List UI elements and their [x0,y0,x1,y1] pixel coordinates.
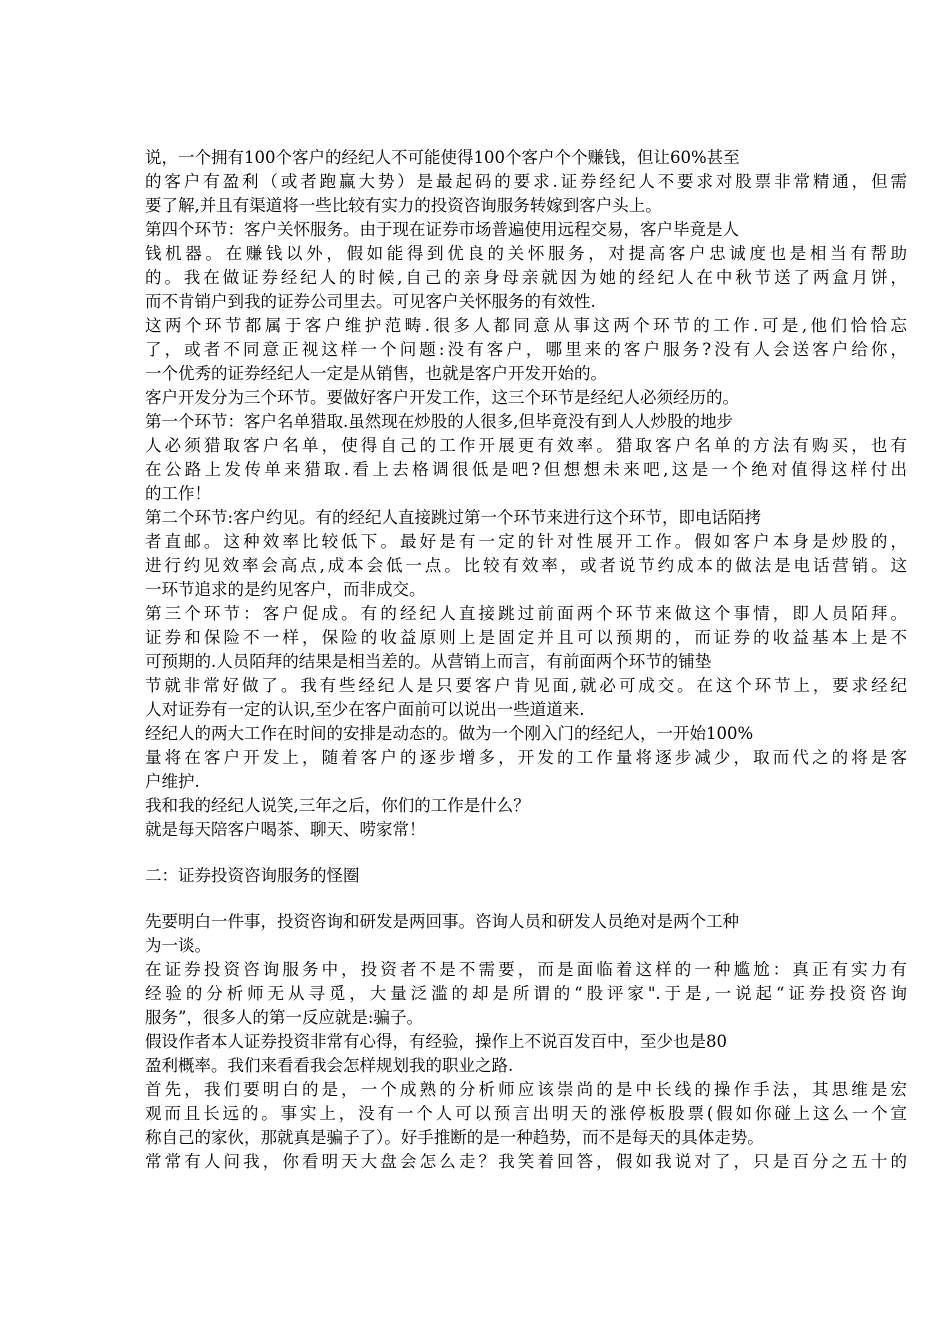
text-line: 的工作！ [145,484,211,503]
text-line: 要了解,并且有渠道将一些比较有实力的投资咨询服务转嫁到客户头上。 [145,196,662,215]
text-line: 首先，我们要明白的是，一个成熟的分析师应该崇尚的是中长线的操作手法，其思维是宏 [145,1080,907,1099]
text-line: 量将在客户开发上，随着客户的逐步增多，开发的工作量将逐步减少，取而代之的将是客 [145,748,907,767]
text-line: 观而且长远的。事实上，没有一个人可以预言出明天的涨停板股票(假如你碰上这么一个宣 [145,1104,907,1123]
text-line: 服务”，很多人的第一反应就是:骗子。 [145,1008,423,1027]
text-line: 经验的分析师无从寻觅，大量泛滥的却是所谓的“股评家".于是,一说起“证券投资咨询 [145,984,907,1003]
text-line: 经纪人的两大工作在时间的安排是动态的。做为一个刚入门的经纪人，一开始100% [145,724,754,743]
text-line: 就是每天陪客户喝茶、聊天、唠家常！ [145,820,426,839]
text-line: 证券和保险不一样，保险的收益原则上是固定并且可以预期的，而证券的收益基本上是不 [145,628,907,647]
paragraph-block-2 [145,910,907,1174]
text-line: 节就非常好做了。我有些经纪人是只要客户肯见面,就必可成交。在这个环节上，要求经纪 [145,676,907,695]
section-heading: 二：证券投资咨询服务的怪圈 [145,866,360,885]
text-line: 我和我的经纪人说笑,三年之后，你们的工作是什么？ [145,796,530,815]
text-line: 先要明白一件事，投资咨询和研发是两回事。咨询人员和研发人员绝对是两个工种 [145,912,739,931]
text-line: 户维护. [145,772,200,791]
text-line: 在公路上发传单来猎取.看上去格调很低是吧?但想想未来吧,这是一个绝对值得这样付出 [145,460,907,479]
text-line: 一个优秀的证券经纪人一定是从销售，也就是客户开发开始的。 [145,364,607,383]
text-line: 第三个环节：客户促成。有的经纪人直接跳过前面两个环节来做这个事情，即人员陌拜。 [145,604,907,623]
paragraph-block-1 [145,146,907,842]
text-line: 而不肯销户到我的证券公司里去。可见客户关怀服务的有效性. [145,292,596,311]
text-line: 常常有人问我，你看明天大盘会怎么走？我笑着回答，假如我说对了，只是百分之五十的 [145,1152,907,1171]
text-line: 第一个环节：客户名单猎取.虽然现在炒股的人很多,但毕竟没有到人人炒股的地步 [145,412,733,431]
text-line: 了，或者不同意正视这样一个问题:没有客户，哪里来的客户服务?没有人会送客户给你， [145,340,907,359]
document-page [145,146,907,1174]
text-line: 人对证券有一定的认识,至少在客户面前可以说出一些道道来. [145,700,585,719]
text-line: 的。我在做证券经纪人的时候,自己的亲身母亲就因为她的经纪人在中秋节送了两盒月饼， [145,268,907,287]
text-line: 者直邮。这种效率比较低下。最好是有一定的针对性展开工作。假如客户本身是炒股的， [145,532,907,551]
text-line: 说，一个拥有100个客户的经纪人不可能使得100个客户个个赚钱，但让60%甚至 [145,148,740,167]
text-line: 的客户有盈利（或者跑赢大势）是最起码的要求.证券经纪人不要求对股票非常精通，但需 [145,172,907,191]
text-line: 客户开发分为三个环节。要做好客户开发工作，这三个环节是经纪人必须经历的。 [145,388,739,407]
text-line: 钱机器。在赚钱以外，假如能得到优良的关怀服务，对提高客户忠诚度也是相当有帮助 [145,244,907,263]
text-line: 可预期的.人员陌拜的结果是相当差的。从营销上而言，有前面两个环节的铺垫 [145,652,712,671]
text-line: 假设作者本人证券投资非常有心得，有经验，操作上不说百发百中，至少也是80 [145,1032,727,1051]
text-line: 人必须猎取客户名单，使得自己的工作开展更有效率。猎取客户名单的方法有购买，也有 [145,436,907,455]
text-line: 在证券投资咨询服务中，投资者不是不需要，而是面临着这样的一种尴尬：真正有实力有 [145,960,907,979]
text-line: 为一谈。 [145,936,211,955]
text-line: 进行约见效率会高点,成本会低一点。比较有效率，或者说节约成本的做法是电话营销。这 [145,556,907,575]
text-line: 第四个环节：客户关怀服务。由于现在证券市场普遍使用远程交易，客户毕竟是人 [145,220,739,239]
text-line: 一环节追求的是约见客户，而非成交。 [145,580,426,599]
text-line: 第二个环节:客户约见。有的经纪人直接跳过第一个环节来进行这个环节，即电话陌拷 [145,508,762,527]
text-line: 盈利概率。我们来看看我会怎样规划我的职业之路. [145,1056,514,1075]
text-line: 称自己的家伙，那就真是骗子了）。好手推断的是一种趋势，而不是每天的具体走势。 [145,1128,764,1147]
text-line: 这两个环节都属于客户维护范畴.很多人都同意从事这两个环节的工作.可是,他们恰恰忘 [145,316,907,335]
